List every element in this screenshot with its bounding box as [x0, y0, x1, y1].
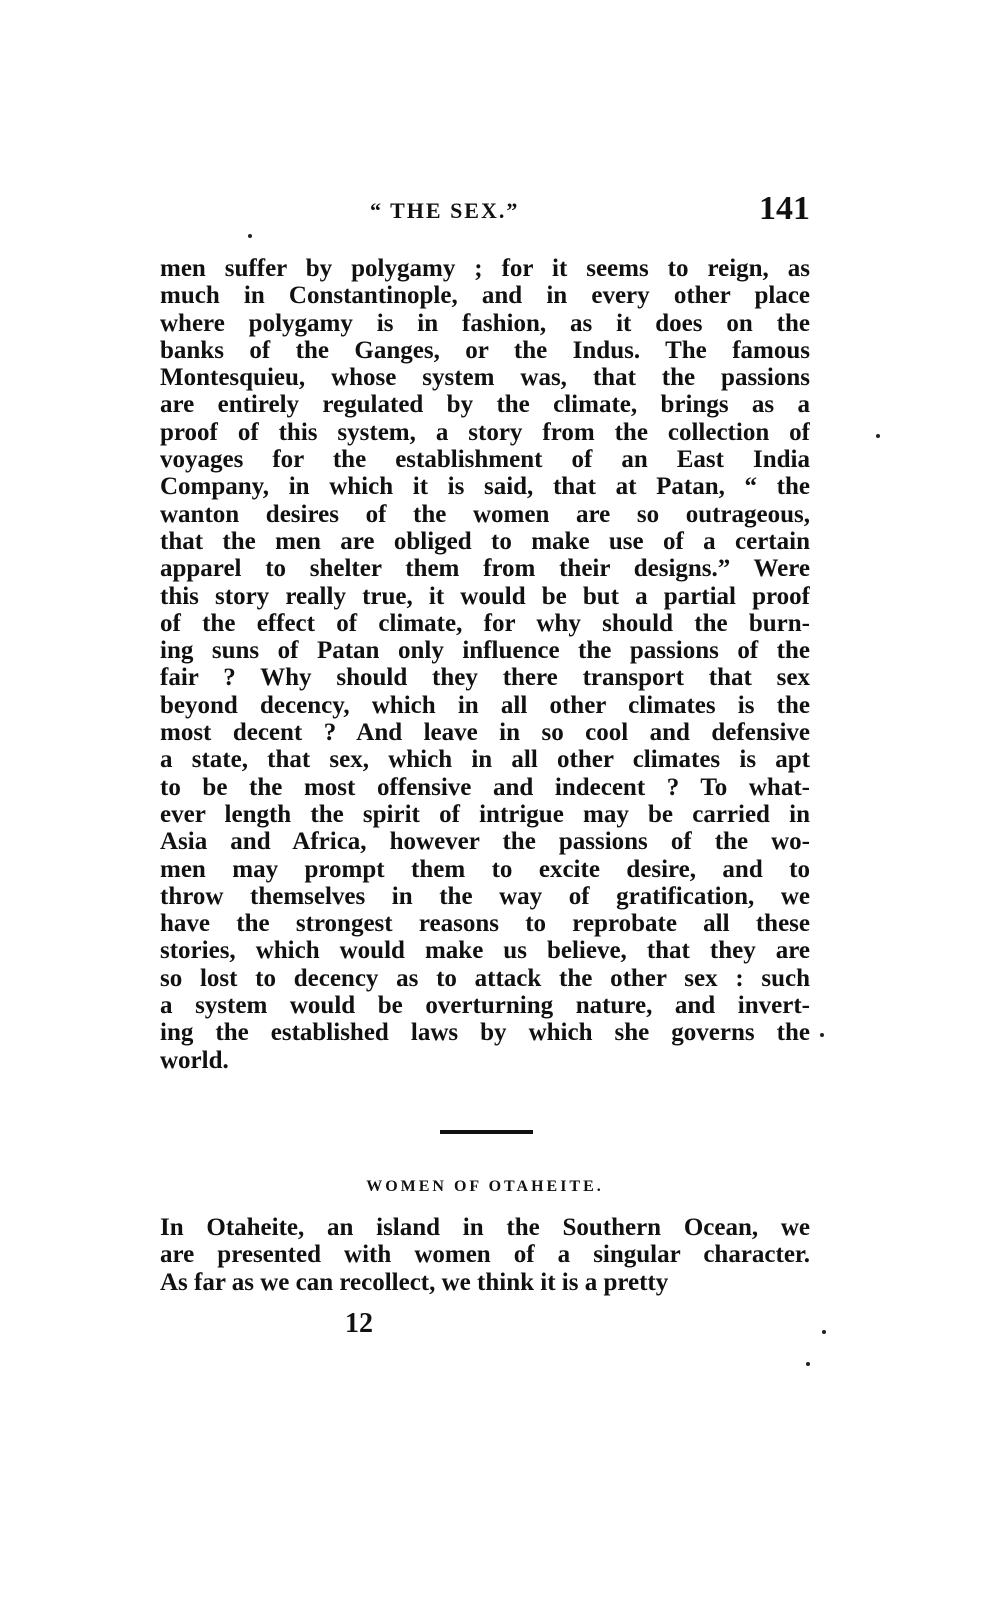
text-line: ing the established laws by which she governs the: [160, 1019, 810, 1047]
text-line: so lost to decency as to attack the other sex : such: [160, 964, 810, 992]
running-title: “ THE SEX.”: [370, 198, 520, 223]
text-line: wanton desires of the women are so outrageous,: [160, 500, 810, 528]
text-line: stories, which would make us believe, that they are: [160, 937, 810, 965]
text-line: Asia and Africa, however the passions of the wo-: [160, 828, 810, 856]
text-line: have the strongest reasons to reprobate all these: [160, 910, 810, 938]
text-line: throw themselves in the way of gratification, we: [160, 882, 810, 910]
ink-speck: [248, 234, 252, 238]
text-line: beyond decency, which in all other climates is the: [160, 691, 810, 719]
text-line: banks of the Ganges, or the Indus. The famous: [160, 336, 810, 364]
text-line: are entirely regulated by the climate, brings as a: [160, 391, 810, 419]
text-line: ing suns of Patan only influence the passions of the: [160, 637, 810, 665]
text-line: where polygamy is in fashion, as it does on the: [160, 309, 810, 337]
text-line: that the men are obliged to make use of a certain: [160, 527, 810, 555]
ink-speck: [820, 1033, 824, 1037]
ink-speck: [822, 1330, 826, 1334]
text-line: Montesquieu, whose system was, that the passions: [160, 364, 810, 392]
running-head: [160, 190, 810, 240]
page-number: 141: [759, 190, 810, 227]
text-line: much in Constantinople, and in every other place: [160, 282, 810, 310]
text-line: Company, in which it is said, that at Patan, “ the: [160, 473, 810, 501]
text-line: a system would be overturning nature, and invert-: [160, 992, 810, 1020]
ink-speck: [876, 434, 880, 438]
section-heading: WOMEN OF OTAHEITE.: [366, 1178, 604, 1195]
text-line: ever length the spirit of intrigue may be carried in: [160, 800, 810, 828]
text-line: voyages for the establishment of an East India: [160, 446, 810, 474]
ink-speck: [806, 1362, 810, 1366]
text-line: men may prompt them to excite desire, and to: [160, 855, 810, 883]
text-line: proof of this system, a story from the collection of: [160, 418, 810, 446]
text-line: of the effect of climate, for why should the burn-: [160, 609, 810, 637]
text-line: this story really true, it would be but a partial proof: [160, 582, 810, 610]
text-line: a state, that sex, which in all other climates is apt: [160, 746, 810, 774]
text-line: fair ? Why should they there transport that sex: [160, 664, 810, 692]
text-line: apparel to shelter them from their designs.” Were: [160, 555, 810, 583]
text-line: world.: [160, 1046, 229, 1074]
text-line: men suffer by polygamy ; for it seems to reign, as: [160, 255, 810, 282]
body-paragraph: [160, 255, 810, 1074]
section-paragraph: [160, 1214, 810, 1296]
signature-mark: 12: [345, 1308, 373, 1339]
text-line: are presented with women of a singular character.: [160, 1241, 810, 1269]
text-line: most decent ? And leave in so cool and defensive: [160, 719, 810, 747]
text-line: to be the most offensive and indecent ? To what-: [160, 773, 810, 801]
text-line: As far as we can recollect, we think it is a pretty: [160, 1268, 669, 1296]
section-divider: [440, 1130, 533, 1134]
text-line: In Otaheite, an island in the Southern Ocean, we: [160, 1214, 810, 1241]
